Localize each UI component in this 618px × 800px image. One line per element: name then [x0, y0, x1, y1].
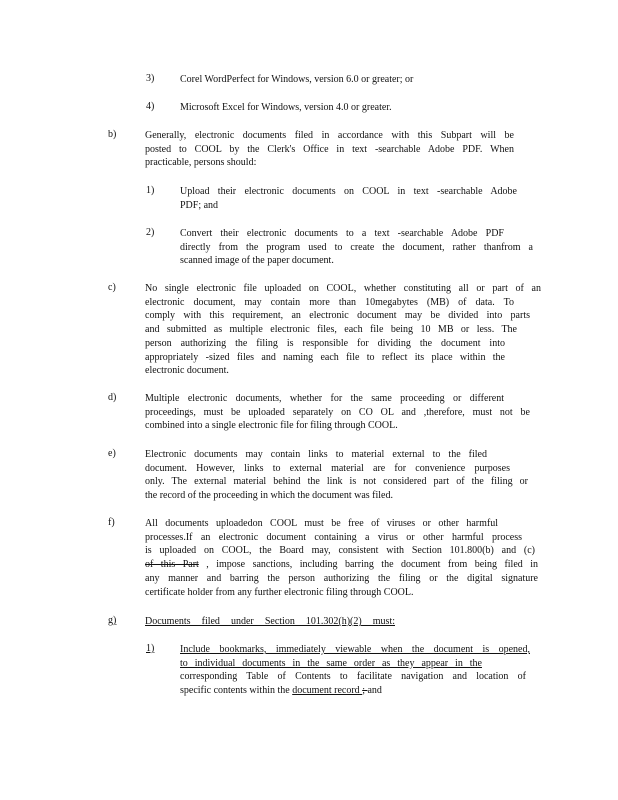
item-label: 4) [146, 101, 155, 112]
item-text [145, 517, 538, 599]
item-label: b) [108, 129, 117, 140]
text-line: specific contents within the document record ; and [180, 685, 382, 697]
text-line: Documents filed under Section 101.302(h)(2) must: [145, 616, 395, 627]
text-line: Include bookmarks, immediately viewable when the document is opened, [180, 644, 530, 655]
text-line: corresponding Table of Contents to facilitate navigation and location of [180, 671, 526, 683]
text-line: appropriately -sized files and naming each file to reflect its place within the [145, 351, 505, 363]
text-line: combined into a single electronic file for filing through COOL. [145, 420, 398, 432]
text-line: Convert their electronic documents to a text -searchable Adobe PDF [180, 228, 504, 239]
text-line: Corel WordPerfect for Windows, version 6.0 or greater; or [180, 74, 414, 85]
item-label: g) [108, 615, 117, 626]
text-line: the record of the proceeding in which the document was filed. [145, 490, 393, 502]
text-line: document. However, links to external material are for convenience purposes [145, 462, 510, 474]
text-line: Upload their electronic documents on COOL in text -searchable Adobe [180, 186, 517, 197]
item-text [145, 448, 528, 503]
text-line: PDF; and [180, 199, 219, 211]
text-line: is uploaded on COOL, the Board may, consistent with Section 101.800(b) and (c) [145, 545, 535, 557]
item-label: f) [108, 517, 115, 528]
text-line: posted to COOL by the Clerk's Office in text -searchable Adobe PDF. When [145, 143, 514, 155]
item-text [180, 185, 517, 212]
text-line: scanned image of the paper document. [180, 255, 334, 267]
text-line: All documents uploadedon COOL must be free of viruses or other harmful [145, 518, 498, 529]
text-line: any manner and barring the person authorizing the filing or the digital signature [145, 572, 538, 584]
text-line: only. The external material behind the link is not considered part of the filing or [145, 476, 528, 488]
text-line: comply with this requirement, an electronic document may be divided into parts [145, 310, 530, 322]
item-text [145, 615, 395, 629]
text-line: person authorizing the filing is responsible for dividing the document into [145, 337, 505, 349]
item-label: d) [108, 392, 117, 403]
item-text [145, 282, 541, 378]
item-label: c) [108, 282, 116, 293]
text-line: practicable, persons should: [145, 157, 257, 169]
text-line: to individual documents in the same order as they appear in the [180, 657, 482, 669]
item-label: 2) [146, 227, 155, 238]
item-text [145, 129, 514, 170]
item-text [180, 101, 440, 115]
text-line: Multiple electronic documents, whether for the same proceeding or different [145, 393, 504, 404]
text-line: directly from the program used to create the document, rather thanfrom a [180, 241, 533, 253]
item-label: e) [108, 448, 116, 459]
item-label: 1) [146, 185, 155, 196]
text-line: Generally, electronic documents filed in accordance with this Subpart will be [145, 130, 514, 141]
item-label: 1) [146, 643, 155, 654]
item-text [180, 643, 530, 698]
text-line: processes.If an electronic document containing a virus or other harmful process [145, 531, 522, 543]
text-line: and submitted as multiple electronic files, each file being 10 MB or less. The [145, 324, 517, 336]
item-text [180, 73, 470, 87]
text-line: Electronic documents may contain links to material external to the filed [145, 449, 487, 460]
text-line: No single electronic file uploaded on COOL, whether constituting all or part of an [145, 283, 541, 294]
item-text [145, 392, 530, 433]
text-line: electronic document. [145, 365, 229, 377]
text-line: Microsoft Excel for Windows, version 4.0 or greater. [180, 102, 392, 113]
item-label: 3) [146, 73, 155, 84]
text-line: electronic document, may contain more than 10megabytes (MB) of data. To [145, 296, 514, 308]
text-line: certificate holder from any further electronic filing through COOL. [145, 586, 414, 598]
item-text [180, 227, 533, 268]
text-line: proceedings, must be uploaded separately on CO OL and ,therefore, must not be [145, 406, 530, 418]
text-line: of this Part , impose sanctions, including barring the document from being filed in [145, 559, 538, 571]
